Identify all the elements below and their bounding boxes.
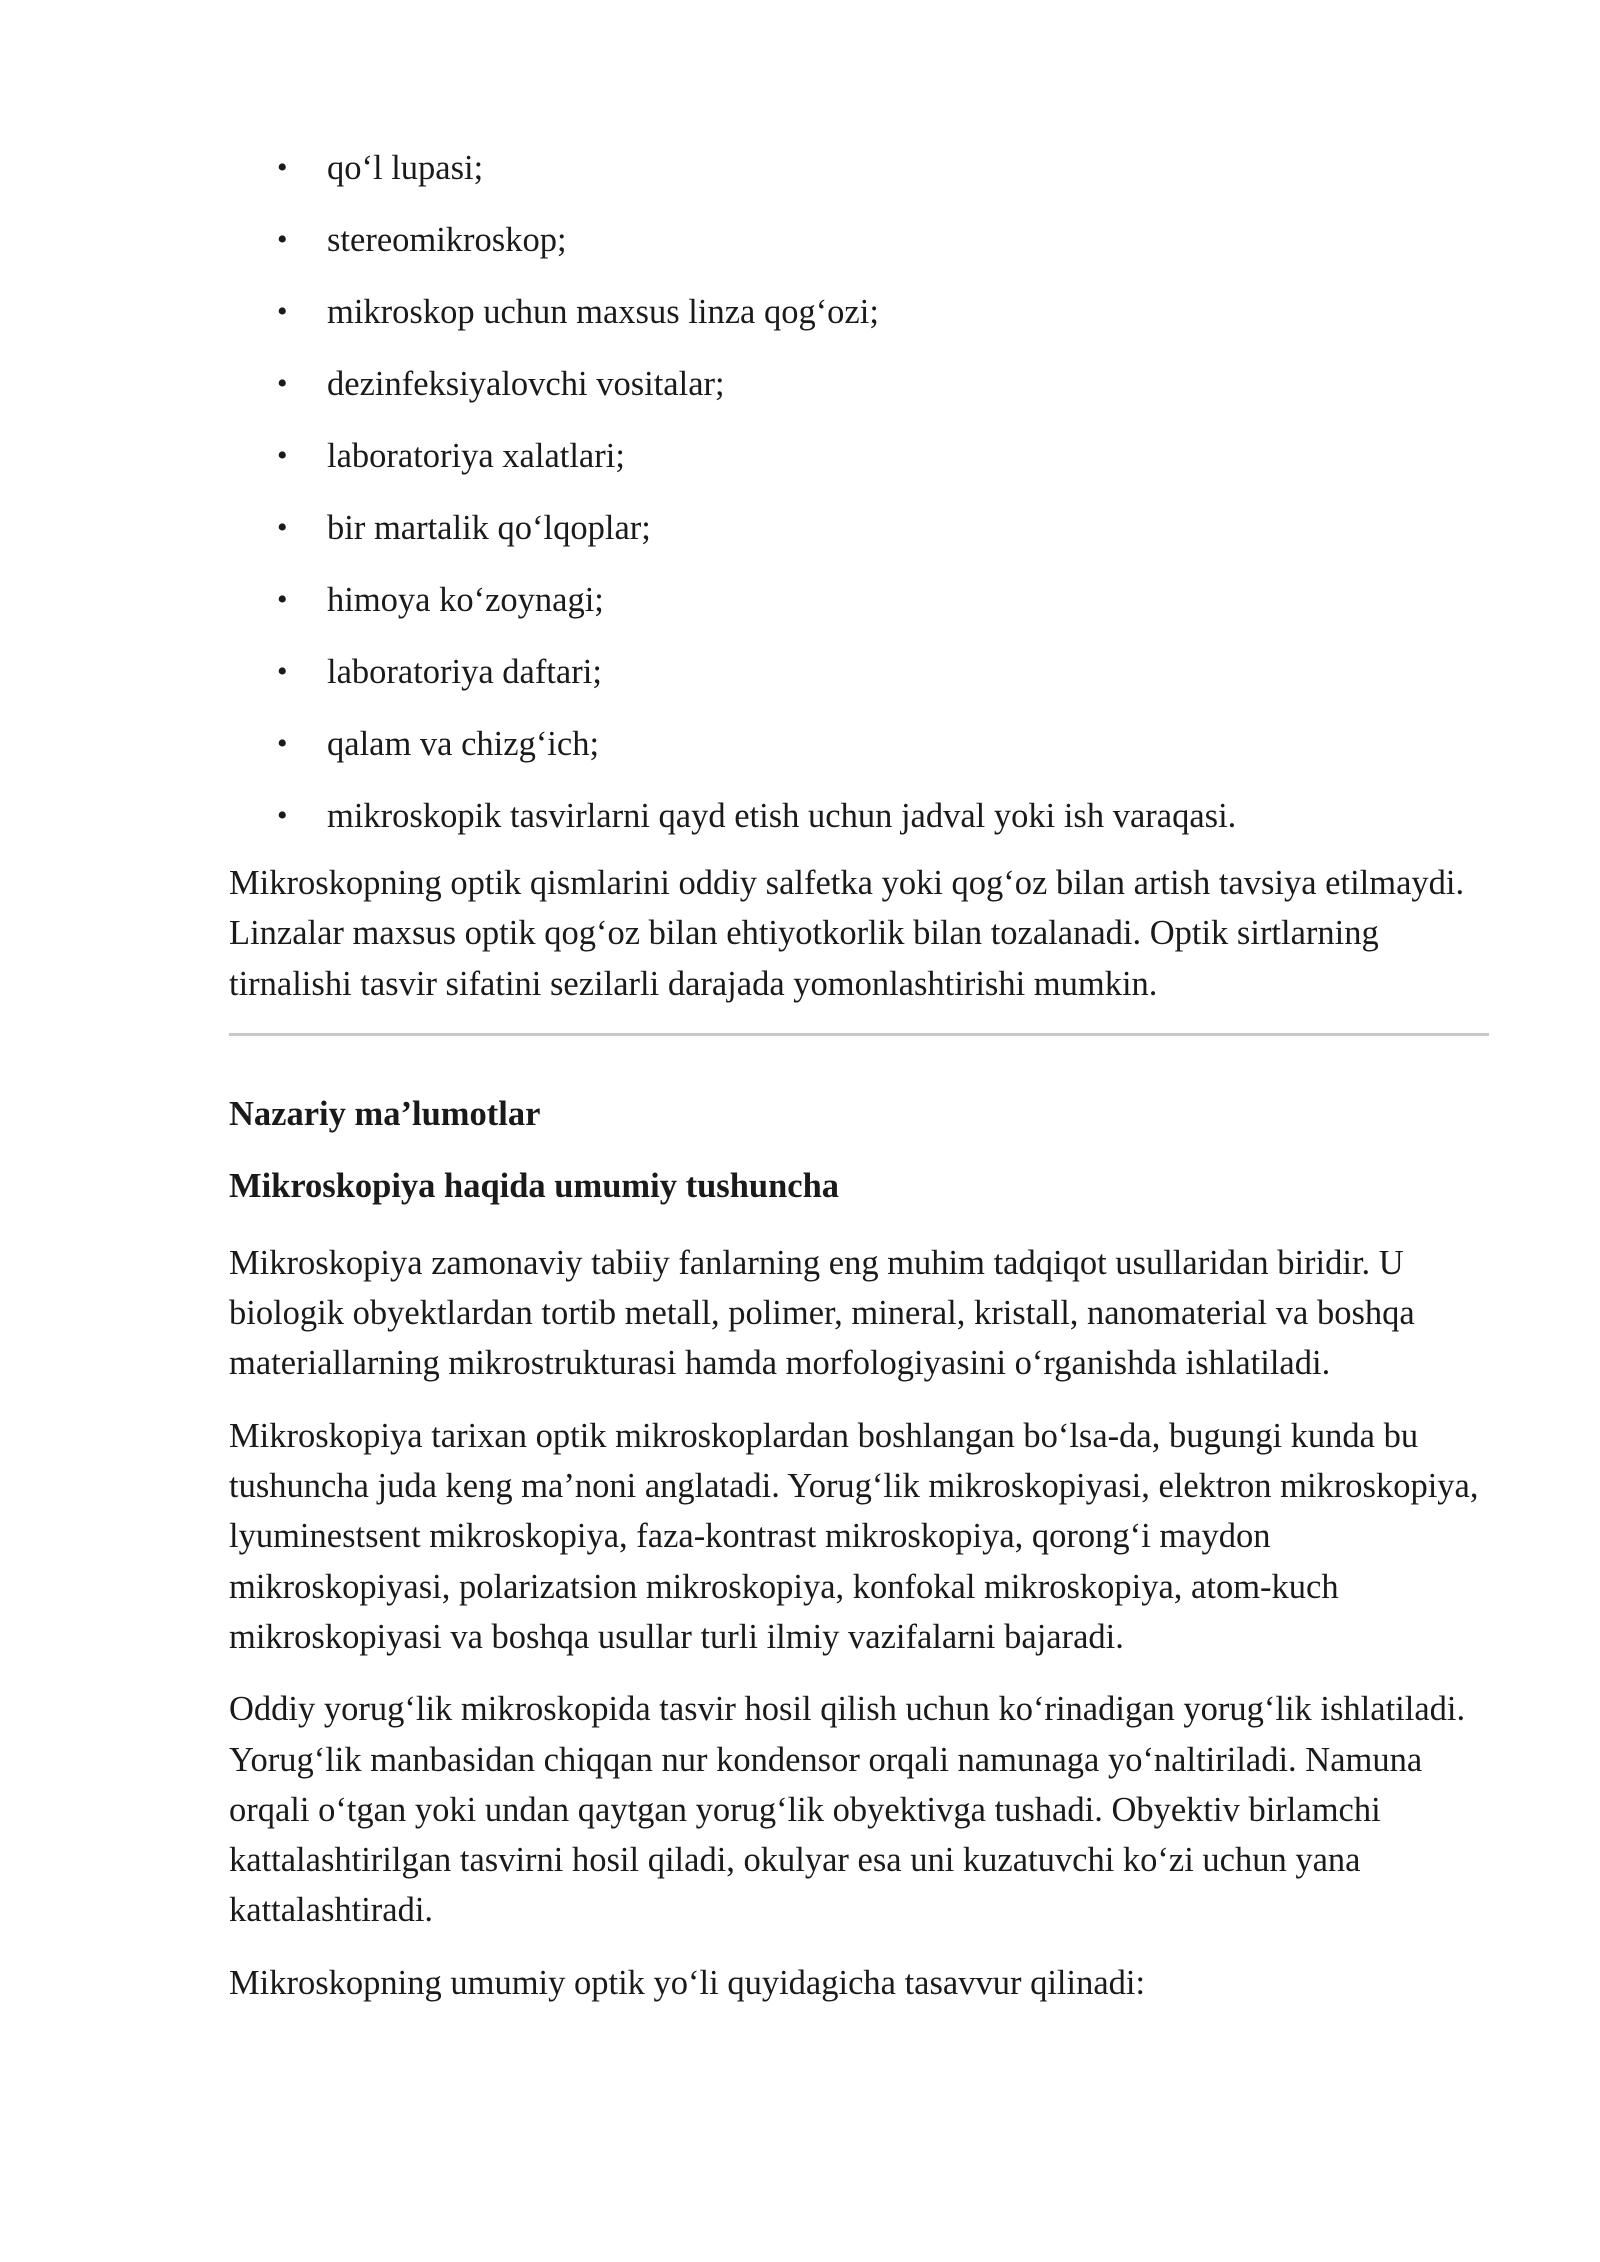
bullet-icon: • — [277, 151, 288, 184]
list-item — [229, 508, 1489, 548]
bullet-icon: • — [277, 727, 288, 760]
list-item — [229, 724, 1489, 764]
list-item-text: mikroskop uchun maxsus linza qog‘ozi; — [327, 293, 879, 331]
list-item-text: bir martalik qo‘lqoplar; — [327, 509, 651, 547]
list-item-text: mikroskopik tasvirlarni qayd etish uchun jadval yoki ish varaqasi. — [327, 797, 1237, 835]
bullet-icon: • — [277, 655, 288, 688]
bullet-icon: • — [277, 295, 288, 328]
bullet-icon: • — [277, 583, 288, 616]
list-item — [229, 292, 1489, 332]
body-paragraph: Mikroskopiya zamonaviy tabiiy fanlarning eng muhim tadqiqot usullaridan biridir. U biologik obyektlardan tortib metall, polimer, mineral, kristall, nanomaterial va boshqa materiallarning mikrostrukturasi hamda morfologiyasini o‘rganishda ishlatiladi. — [229, 1243, 1415, 1383]
subsection-title: Mikroskopiya haqida umumiy tushuncha — [229, 1166, 840, 1205]
list-item-text: laboratoriya daftari; — [327, 653, 602, 691]
equipment-list — [229, 148, 1489, 836]
list-item-text: stereomikroskop; — [327, 221, 567, 259]
document-page — [229, 148, 1489, 2030]
note-paragraph: Mikroskopning optik qismlarini oddiy salfetka yoki qog‘oz bilan artish tavsiya etilmaydi. Linzalar maxsus optik qog‘oz bilan ehtiyotkorlik bilan tozalanadi. Optik sirtlarning tirnalishi tasvir sifatini sezilarli darajada yomonlashtirishi mumkin. — [229, 864, 1465, 1003]
bullet-icon: • — [277, 223, 288, 256]
list-item — [229, 580, 1489, 620]
list-item — [229, 364, 1489, 404]
section-title: Nazariy ma’lumotlar — [229, 1094, 541, 1133]
bullet-icon: • — [277, 439, 288, 472]
list-item — [229, 220, 1489, 260]
list-item-text: qalam va chizg‘ich; — [327, 725, 600, 763]
list-item — [229, 436, 1489, 476]
list-item-text: qo‘l lupasi; — [327, 149, 484, 187]
body-paragraph: Oddiy yorug‘lik mikroskopida tasvir hosil qilish uchun ko‘rinadigan yorug‘lik ishlatiladi. Yorug‘lik manbasidan chiqqan nur kondensor orqali namunaga yo‘naltiriladi. Namuna orqali o‘tgan yoki undan qaytgan yorug‘lik obyektivga tushadi. Obyektiv birlamchi kattalashtirilgan tasvirni hosil qiladi, okulyar esa uni kuzatuvchi ko‘zi uchun yana kattalashtiradi. — [229, 1690, 1466, 1930]
bullet-icon: • — [277, 799, 288, 832]
list-item-text: himoya ko‘zoynagi; — [327, 581, 604, 619]
section-divider — [229, 1033, 1489, 1036]
body-paragraph: Mikroskopiya tarixan optik mikroskoplardan boshlangan bo‘lsa-da, bugungi kunda bu tushuncha juda keng ma’noni anglatadi. Yorug‘lik mikroskopiyasi, elektron mikroskopiya, lyuminestsent mikroskopiya, faza-kontrast mikroskopiya, qorong‘i maydon mikroskopiyasi, polarizatsion mikroskopiya, konfokal mikroskopiya, atom-kuch mikroskopiyasi va boshqa usullar turli ilmiy vazifalarni bajaradi. — [229, 1416, 1479, 1656]
bullet-icon: • — [277, 511, 288, 544]
bullet-icon: • — [277, 367, 288, 400]
list-item — [229, 148, 1489, 188]
list-item — [229, 652, 1489, 692]
list-item-text: laboratoriya xalatlari; — [327, 437, 625, 475]
list-item-text: dezinfeksiyalovchi vositalar; — [327, 365, 725, 403]
list-item — [229, 796, 1489, 836]
body-paragraph: Mikroskopning umumiy optik yo‘li quyidagicha tasavvur qilinadi: — [229, 1963, 1146, 2002]
